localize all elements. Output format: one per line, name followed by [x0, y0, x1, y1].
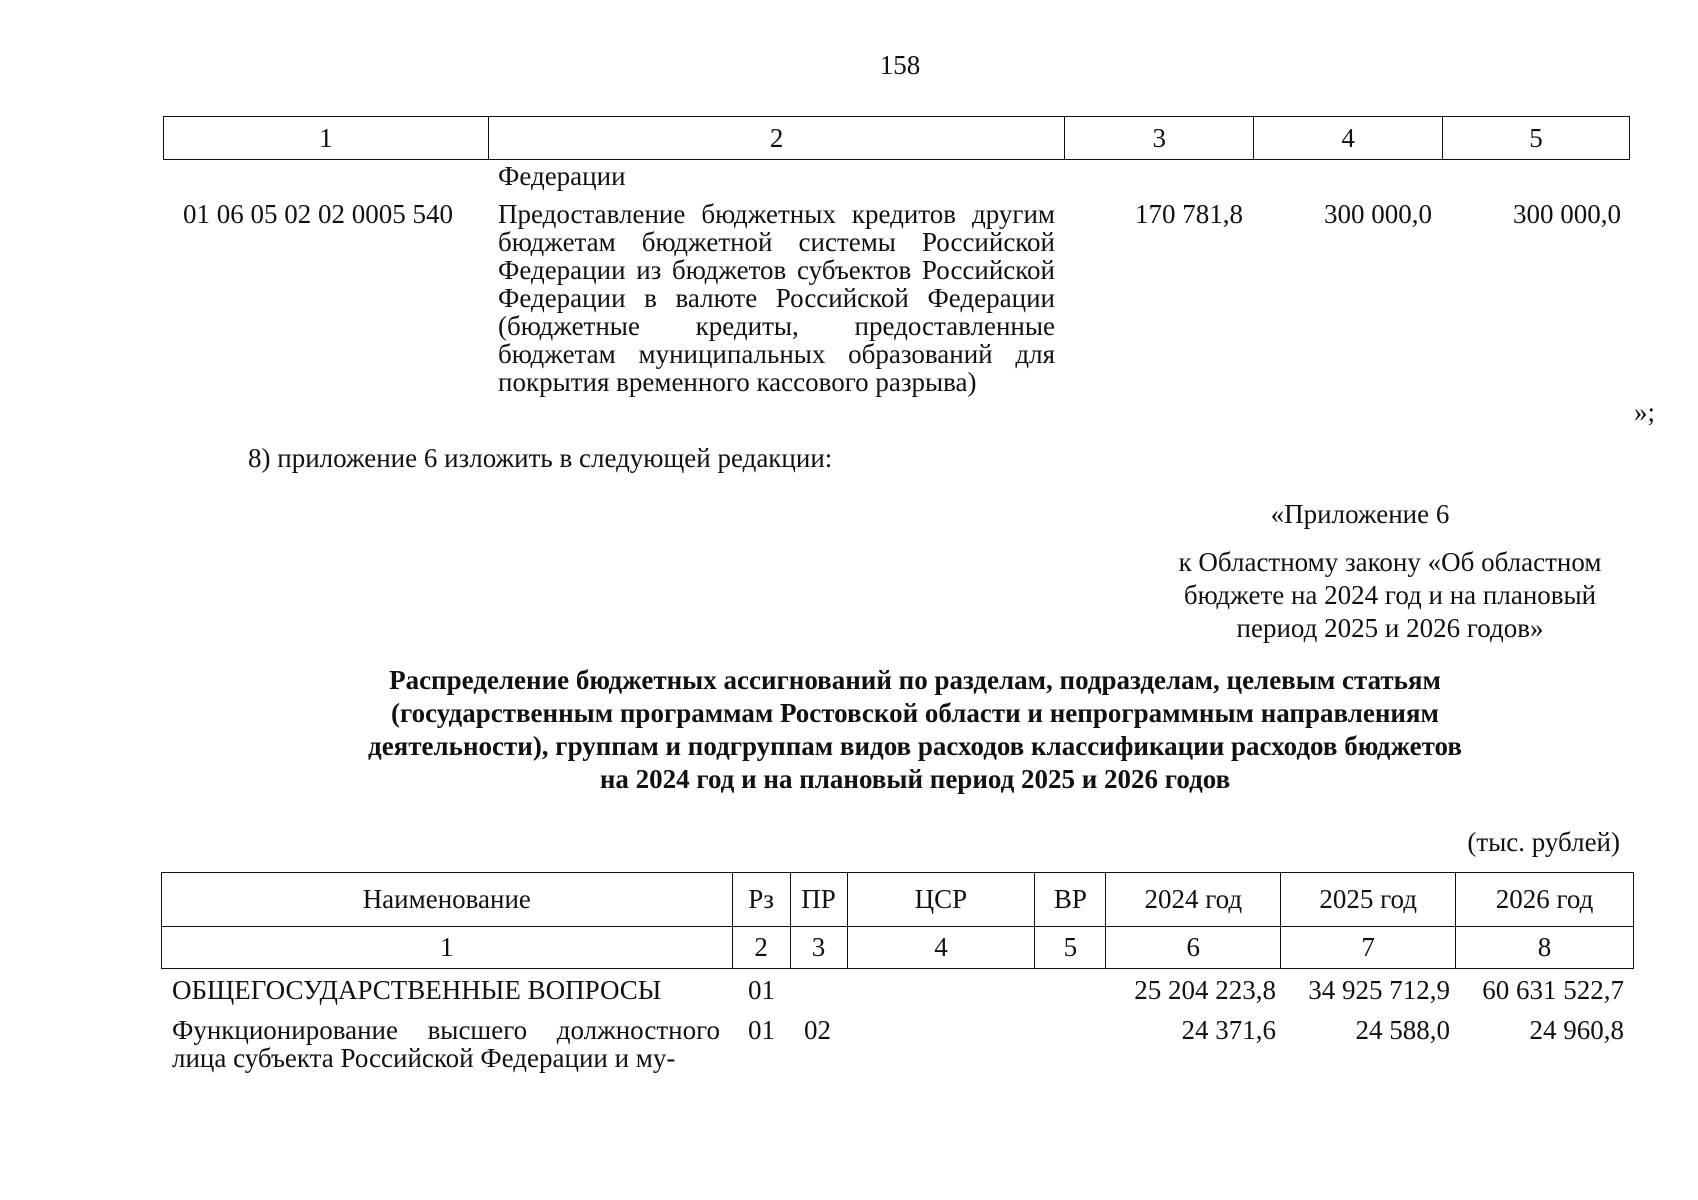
value-2024: 170 781,8	[1135, 199, 1243, 229]
appendix-ref-line-3: период 2025 и 2026 годов»	[1236, 613, 1544, 643]
col-header-4: 4	[1254, 117, 1443, 160]
appendix-ref-line-1: к Областному закону «Об областном	[1178, 547, 1602, 577]
row-value-2024: 25 204 223,8	[1134, 975, 1276, 1005]
row-value-2025: 34 925 712,9	[1308, 975, 1450, 1005]
header-rz: Рз	[732, 873, 790, 927]
col-number-7: 7	[1281, 927, 1456, 969]
main-table-header	[161, 872, 1634, 969]
row-name: ОБЩЕГОСУДАРСТВЕННЫЕ ВОПРОСЫ	[172, 975, 662, 1005]
header-name: Наименование	[162, 873, 733, 927]
amendment-text: 8) приложение 6 изложить в следующей редакции:	[248, 443, 833, 473]
closing-quote: »;	[1634, 397, 1656, 427]
col-number-5: 5	[1035, 927, 1106, 969]
col-header-3: 3	[1065, 117, 1254, 160]
title-line-4: на 2024 год и на плановый период 2025 и 2026 годов	[599, 764, 1231, 794]
row-pr: 02	[804, 1015, 831, 1045]
header-2025: 2025 год	[1281, 873, 1456, 927]
col-header-1: 1	[164, 117, 489, 160]
col-number-6: 6	[1106, 927, 1281, 969]
continuation-text: Федерации	[498, 161, 626, 191]
title-line-3: деятельности), группам и подгруппам видов расходов классификации расходов бюджетов	[368, 731, 1462, 761]
appendix-ref-line-2: бюджете на 2024 год и на плановый	[1183, 580, 1597, 610]
budget-code: 01 06 05 02 02 0005 540	[183, 199, 453, 229]
appendix-reference	[1130, 546, 1650, 645]
units-label: (тыс. рублей)	[1467, 827, 1620, 857]
header-vr: ВР	[1035, 873, 1106, 927]
col-header-2: 2	[488, 117, 1065, 160]
document-title	[300, 664, 1530, 796]
appendix-label: «Приложение 6	[1270, 499, 1450, 529]
header-pr: ПР	[790, 873, 847, 927]
col-number-1: 1	[162, 927, 733, 969]
col-number-4: 4	[847, 927, 1035, 969]
row-value-2026: 60 631 522,7	[1482, 975, 1624, 1005]
col-number-8: 8	[1456, 927, 1634, 969]
col-header-5: 5	[1443, 117, 1630, 160]
row-value-2026: 24 960,8	[1529, 1015, 1624, 1045]
title-line-1: Распределение бюджетных ассигнований по разделам, подразделам, целевым статьям	[389, 665, 1441, 695]
value-2026: 300 000,0	[1513, 199, 1621, 229]
header-2024: 2024 год	[1106, 873, 1281, 927]
row-value-2024: 24 371,6	[1181, 1015, 1276, 1045]
row-name: Функционирование высшего должностного лица субъекта Российской Федерации и му-	[172, 1015, 720, 1073]
value-2025: 300 000,0	[1324, 199, 1432, 229]
continued-table-header	[163, 116, 1630, 160]
col-number-2: 2	[732, 927, 790, 969]
page-number: 158	[879, 50, 921, 80]
header-csr: ЦСР	[847, 873, 1035, 927]
row-rz: 01	[748, 975, 775, 1005]
row-rz: 01	[748, 1015, 775, 1045]
title-line-2: (государственным программам Ростовской области и непрограммным направлениям	[391, 698, 1439, 728]
col-number-3: 3	[790, 927, 847, 969]
row-value-2025: 24 588,0	[1355, 1015, 1450, 1045]
row-description: Предоставление бюджетных кредитов другим бюджетам бюджетной системы Российской Федерации из бюджетов субъектов Российской Федерации в валюте Российской Федерации (бюджетные кредиты, предоставленные бюджетам муниципальных образований для покрытия временного кассового разрыва)	[498, 199, 1055, 397]
header-2026: 2026 год	[1456, 873, 1634, 927]
